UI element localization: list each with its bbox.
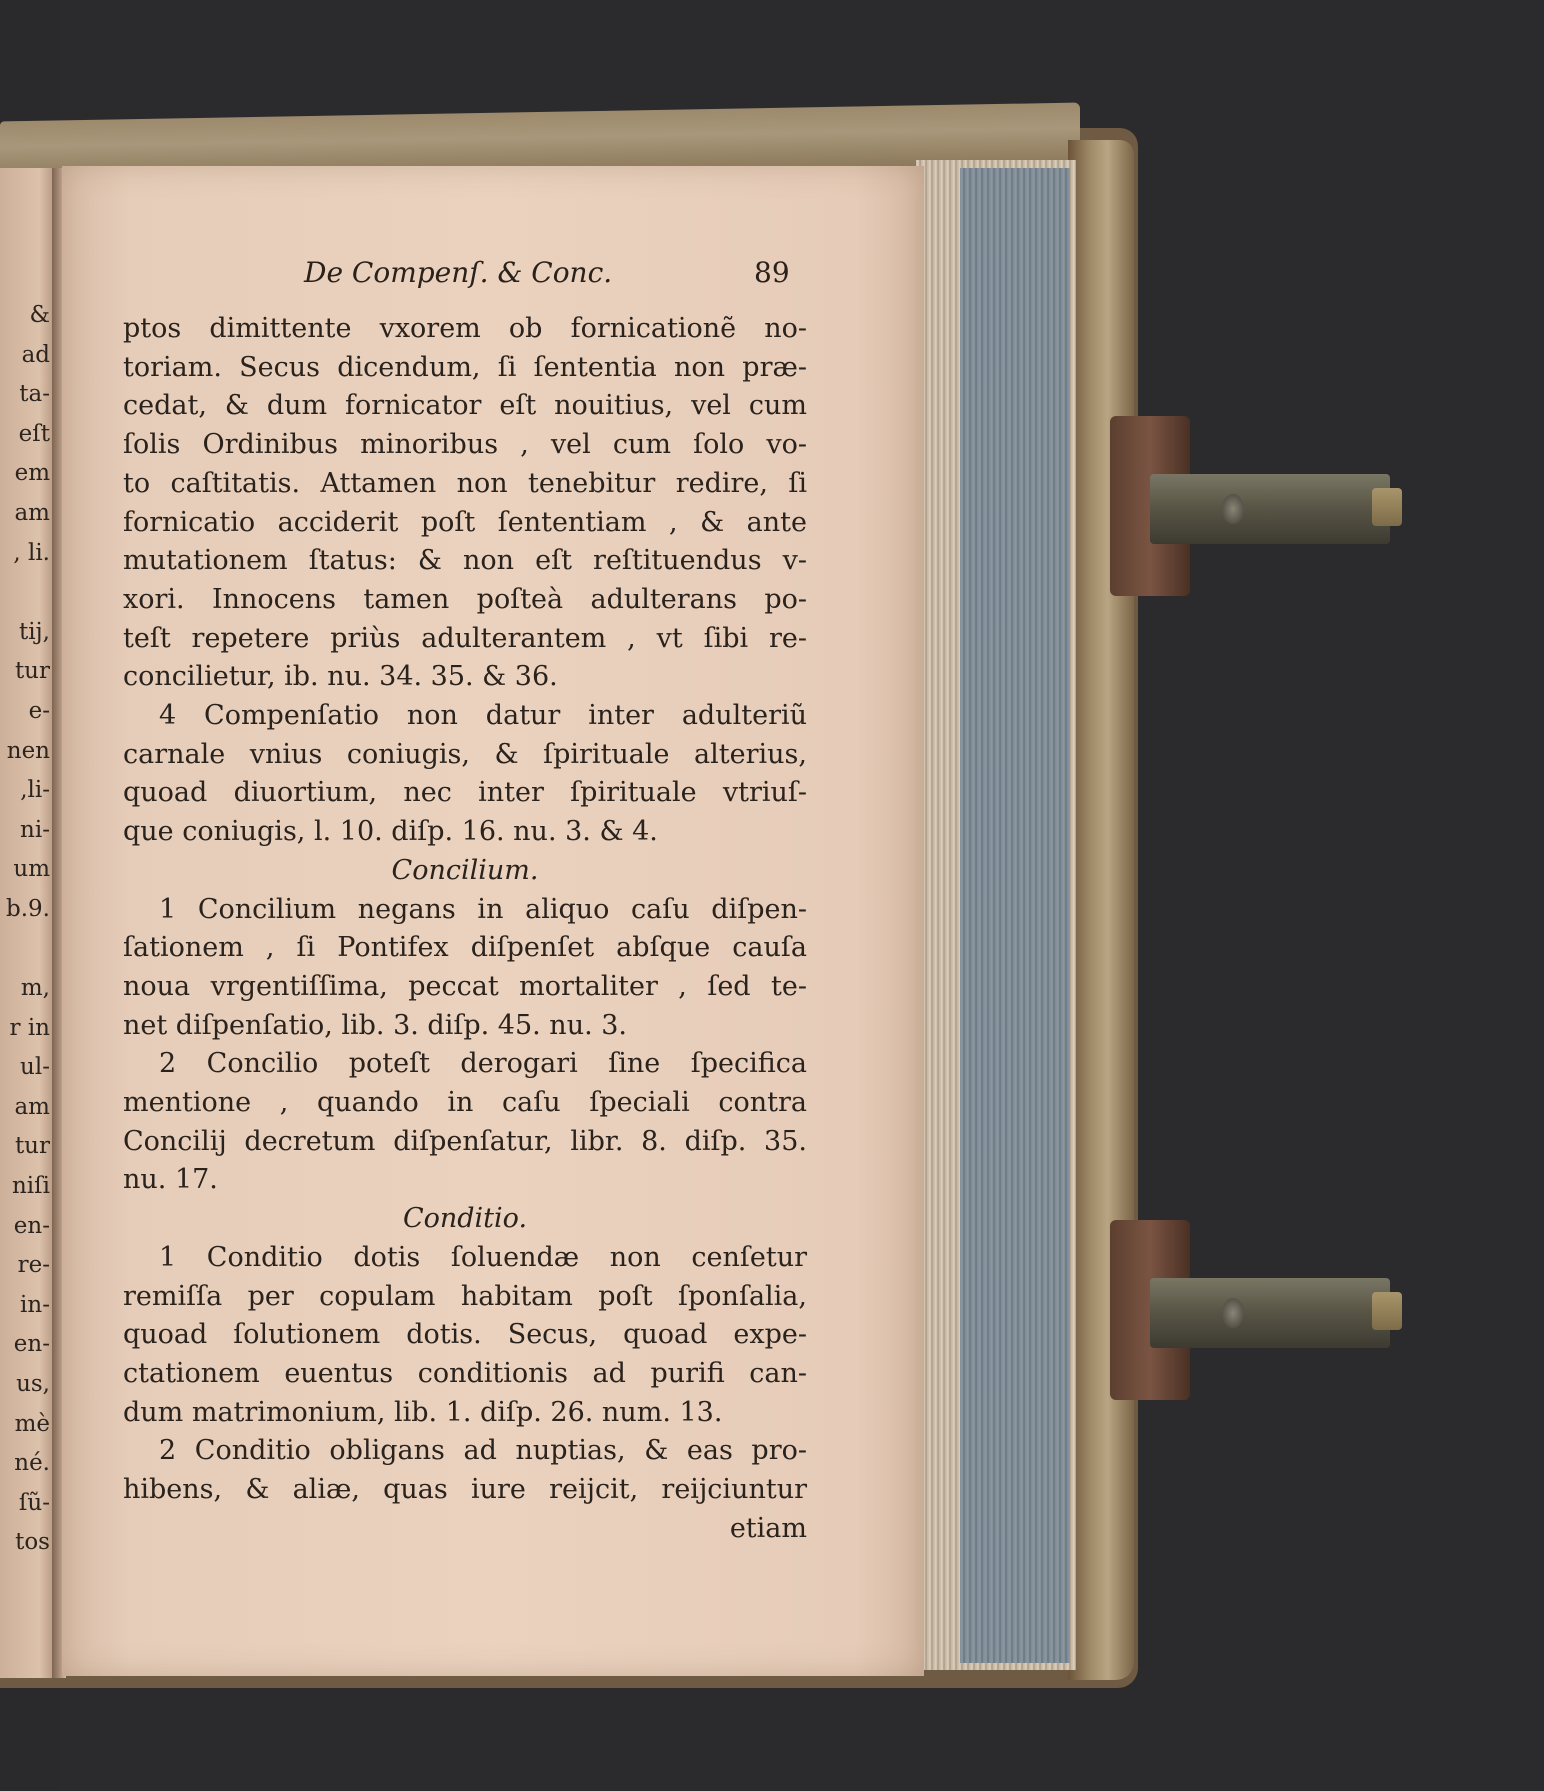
page-number: 89	[754, 256, 790, 289]
facing-fragment: ad	[21, 341, 50, 368]
facing-fragment: e-	[28, 697, 50, 724]
facing-fragment: &	[29, 302, 50, 328]
text-line: quoad ſolutionem dotis. Secus, quoad expe-	[123, 1319, 807, 1351]
facing-fragment: ſũ-	[18, 1489, 50, 1516]
facing-fragment: in-	[20, 1291, 50, 1318]
facing-fragment: nen	[6, 737, 50, 764]
text-line: remiſſa per copulam habitam poſt ſponſalia,	[123, 1280, 807, 1312]
facing-fragment: tur	[14, 1133, 50, 1160]
text-line: quoad diuortium, nec inter ſpirituale vtriuſ-	[123, 777, 807, 809]
facing-fragment: us,	[16, 1371, 50, 1398]
clasp-pin	[1372, 488, 1402, 526]
facing-fragment	[0, 573, 50, 613]
clasp-pin	[1372, 1292, 1402, 1330]
facing-fragment: m,	[20, 975, 50, 1002]
facing-fragment: am	[14, 1093, 50, 1120]
text-line: que coniugis, l. 10. diſp. 16. nu. 3. & 4.	[123, 816, 658, 848]
section-heading: Conditio.	[402, 1203, 528, 1235]
facing-fragment: en-	[13, 1331, 50, 1358]
facing-fragment: ta-	[19, 381, 50, 408]
clasp-rivet	[1222, 494, 1244, 524]
section-heading: Concilium.	[391, 854, 539, 886]
facing-fragment: r in	[9, 1014, 50, 1041]
facing-fragment: né.	[14, 1450, 50, 1477]
facing-fragment: b.9.	[6, 895, 50, 922]
text-line: 2 Concilio poteſt derogari ſine ſpecifica	[159, 1048, 807, 1080]
facing-fragment: ul-	[20, 1054, 50, 1081]
text-line: hibens, & aliæ, quas iure reijcit, reijciuntur	[123, 1474, 807, 1506]
page-block-colored-edge	[960, 168, 1070, 1663]
text-line: mutationem ſtatus: & non eſt reſtituendus v-	[123, 545, 807, 577]
text-line: teſt repetere priùs adulterantem , vt ſibi re-	[123, 622, 807, 654]
running-head: De Compenſ. & Conc.	[304, 256, 613, 289]
text-line: ſationem , ſi Pontifex diſpenſet abſque cauſa	[123, 932, 807, 964]
text-line: ſolis Ordinibus minoribus , vel cum ſolo vo-	[123, 429, 807, 461]
facing-fragment: re-	[17, 1252, 50, 1279]
body-text	[123, 310, 807, 1549]
facing-fragment: tur	[14, 658, 50, 685]
facing-fragment: tos	[15, 1529, 50, 1556]
facing-fragment: tij,	[18, 618, 50, 645]
facing-fragment: mè	[14, 1410, 50, 1437]
text-line: toriam. Secus dicendum, ſi ſententia non præ-	[123, 351, 807, 383]
text-line: cedat, & dum fornicator eſt nouitius, vel cum	[123, 390, 807, 422]
text-line: fornicatio acciderit poſt ſententiam , & ante	[123, 506, 807, 538]
clasp-bar	[1150, 474, 1390, 544]
text-line: 2 Conditio obligans ad nuptias, & eas pro-	[159, 1435, 807, 1467]
text-line: net diſpenſatio, lib. 3. diſp. 45. nu. 3.	[123, 1009, 628, 1041]
text-line: dum matrimonium, lib. 1. diſp. 26. num. 13.	[123, 1396, 723, 1428]
text-line: carnale vnius coniugis, & ſpirituale alterius,	[123, 738, 807, 770]
book-fore-edge-cover	[1068, 140, 1134, 1680]
facing-page-fragments	[0, 296, 50, 1563]
facing-fragment: eſt	[18, 420, 50, 447]
text-line: nu. 17.	[123, 1164, 218, 1196]
text-line: noua vrgentiſſima, peccat mortaliter , ſed te-	[123, 970, 807, 1002]
text-line: 4 Compenſatio non datur inter adulteriũ	[159, 700, 807, 732]
clasp-rivet	[1222, 1298, 1244, 1328]
facing-fragment: ,li-	[20, 777, 50, 804]
facing-fragment: niſi	[11, 1173, 50, 1200]
text-line: ctationem euentus conditionis ad purifi can-	[123, 1357, 807, 1389]
facing-fragment: en-	[13, 1212, 50, 1239]
facing-fragment: em	[14, 460, 50, 487]
text-line: xori. Innocens tamen poſteà adulterans po-	[123, 583, 807, 615]
text-line: concilietur, ib. nu. 34. 35. & 36.	[123, 661, 558, 693]
text-line: to caſtitatis. Attamen non tenebitur redire, ſi	[123, 467, 807, 499]
facing-fragment: , li.	[13, 539, 50, 566]
text-line: 1 Concilium negans in aliquo caſu diſpen-	[159, 893, 807, 925]
facing-page	[0, 168, 56, 1678]
facing-fragment	[0, 930, 50, 970]
facing-fragment: am	[14, 499, 50, 526]
text-line: ptos dimittente vxorem ob fornicationẽ no-	[123, 313, 807, 344]
text-line: mentione , quando in caſu ſpeciali contra	[123, 1087, 807, 1119]
clasp-bar	[1150, 1278, 1390, 1348]
text-line: 1 Conditio dotis ſoluendæ non cenſetur	[159, 1241, 807, 1273]
facing-fragment: ni-	[20, 816, 50, 843]
text-line: Concilij decretum diſpenſatur, libr. 8. diſp. 35.	[123, 1125, 807, 1157]
text-line: etiam	[729, 1512, 807, 1544]
facing-fragment: um	[13, 856, 50, 883]
